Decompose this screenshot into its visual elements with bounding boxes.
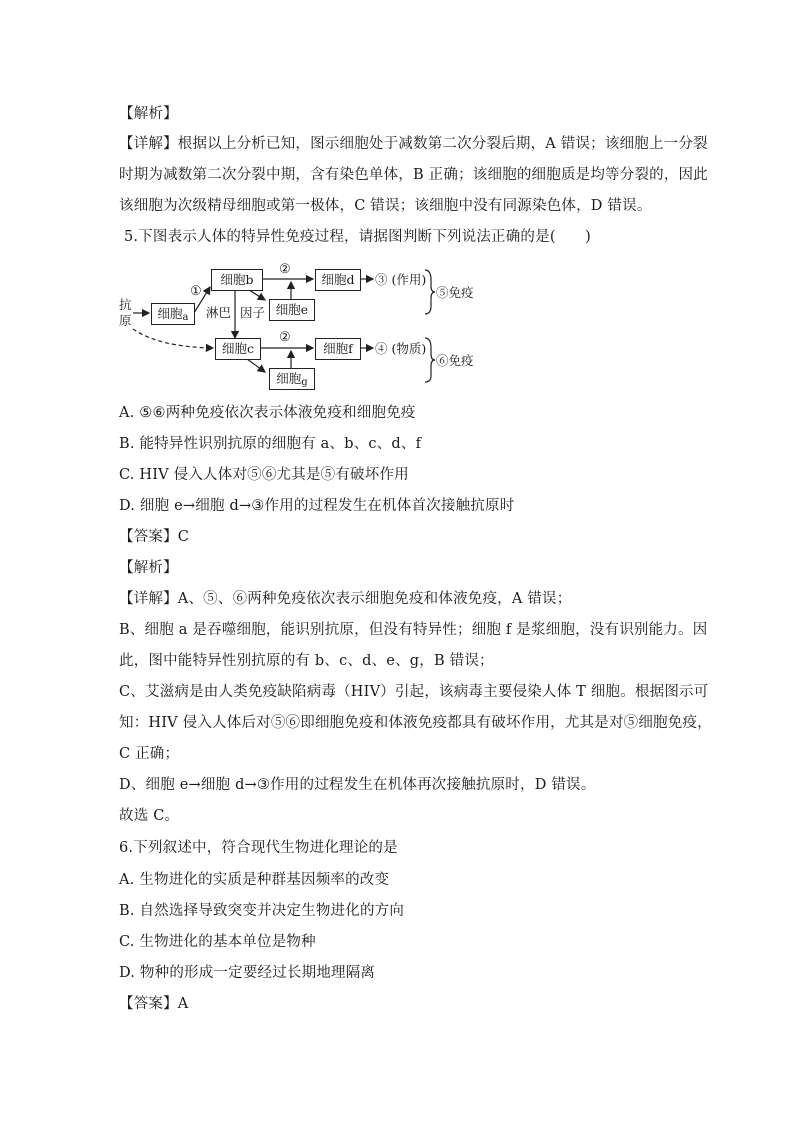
lymph-label: 淋巴 [206, 305, 232, 320]
text-line: 故选 C。 [119, 808, 180, 824]
option-c: C. 生物进化的基本单位是物种 [119, 934, 316, 950]
option-c: C. HIV 侵入人体对⑤⑥尤其是⑤有破坏作用 [119, 467, 409, 483]
factor-label: 因子 [240, 305, 266, 320]
text-line: C 正确； [119, 746, 180, 762]
answer: 【答案】A [119, 996, 189, 1012]
step-1-label: ① [190, 284, 202, 299]
text-line: C、艾滋病是由人类免疫缺陷病毒（HIV）引起，该病毒主要侵染人体 T 细胞。根据图示可 [119, 684, 709, 700]
antigen-label: 原 [119, 313, 132, 328]
question-6: 6.下列叙述中，符合现代生物进化理论的是 [119, 840, 398, 856]
cell-b-box: 细胞b [211, 269, 263, 291]
cell-g-box: 细胞$_g$ [269, 368, 315, 390]
answer: 【答案】C [119, 529, 190, 545]
text-line: 知：HIV 侵入人体后对⑤⑥即细胞免疫和体液免疫都具有破坏作用，尤其是对⑤细胞免疫， [119, 715, 712, 731]
immune-5-label: ⑤免疫 [436, 285, 474, 300]
cell-c-box: 细胞c [215, 338, 261, 360]
analysis-heading: 【解析】 [119, 560, 178, 576]
cell-a-box: 细胞$_a$ [151, 303, 195, 325]
step-2-label: ② [279, 262, 291, 277]
option-b: B. 能特异性识别抗原的细胞有 a、b、c、d、f [119, 436, 422, 452]
antigen-label: 抗 [119, 297, 132, 312]
text-line: 【详解】A、⑤、⑥两种免疫依次表示细胞免疫和体液免疫，A 错误； [119, 591, 572, 607]
text-line: 【详解】根据以上分析已知，图示细胞处于减数第二次分裂后期，A 错误；该细胞上一分裂 [119, 136, 708, 152]
cell-f-box: 细胞f [315, 338, 361, 360]
cell-d-box: 细胞d [315, 269, 361, 291]
step-2-label: ② [279, 330, 291, 345]
text-line: B、细胞 a 是吞噬细胞，能识别抗原，但没有特异性；细胞 f 是浆细胞，没有识别能力。因 [119, 622, 708, 638]
text-line: 此，图中能特异性别抗原的有 b、c、d、e、g，B 错误； [119, 653, 494, 669]
option-a: A. ⑤⑥两种免疫依次表示体液免疫和细胞免疫 [119, 405, 416, 421]
immune-6-label: ⑥免疫 [436, 353, 474, 368]
cell-e-box: 细胞e [269, 299, 315, 321]
text-line: 时期为减数第二次分裂中期，含有染色单体，B 正确；该细胞的细胞质是均等分裂的，因此 [119, 167, 708, 183]
option-a: A. 生物进化的实质是种群基因频率的改变 [119, 872, 390, 888]
option-d: D. 细胞 e→细胞 d→③作用的过程发生在机体首次接触抗原时 [119, 498, 515, 514]
text-line: 【解析】 [119, 106, 178, 122]
option-b: B. 自然选择导致突变并决定生物进化的方向 [119, 903, 405, 919]
option-d: D. 物种的形成一定要经过长期地理隔离 [119, 965, 376, 981]
effect-3-label: ③ (作用) [375, 272, 427, 287]
effect-4-label: ④ (物质) [375, 341, 427, 356]
text-line: D、细胞 e→细胞 d→③作用的过程发生在机体再次接触抗原时，D 错误。 [119, 777, 596, 793]
question-5: 5.下图表示人体的特异性免疫过程，请据图判断下列说法正确的是( ) [124, 229, 591, 245]
text-line: 该细胞为次级精母细胞或第一极体，C 错误；该细胞中没有同源染色体，D 错误。 [119, 198, 652, 214]
